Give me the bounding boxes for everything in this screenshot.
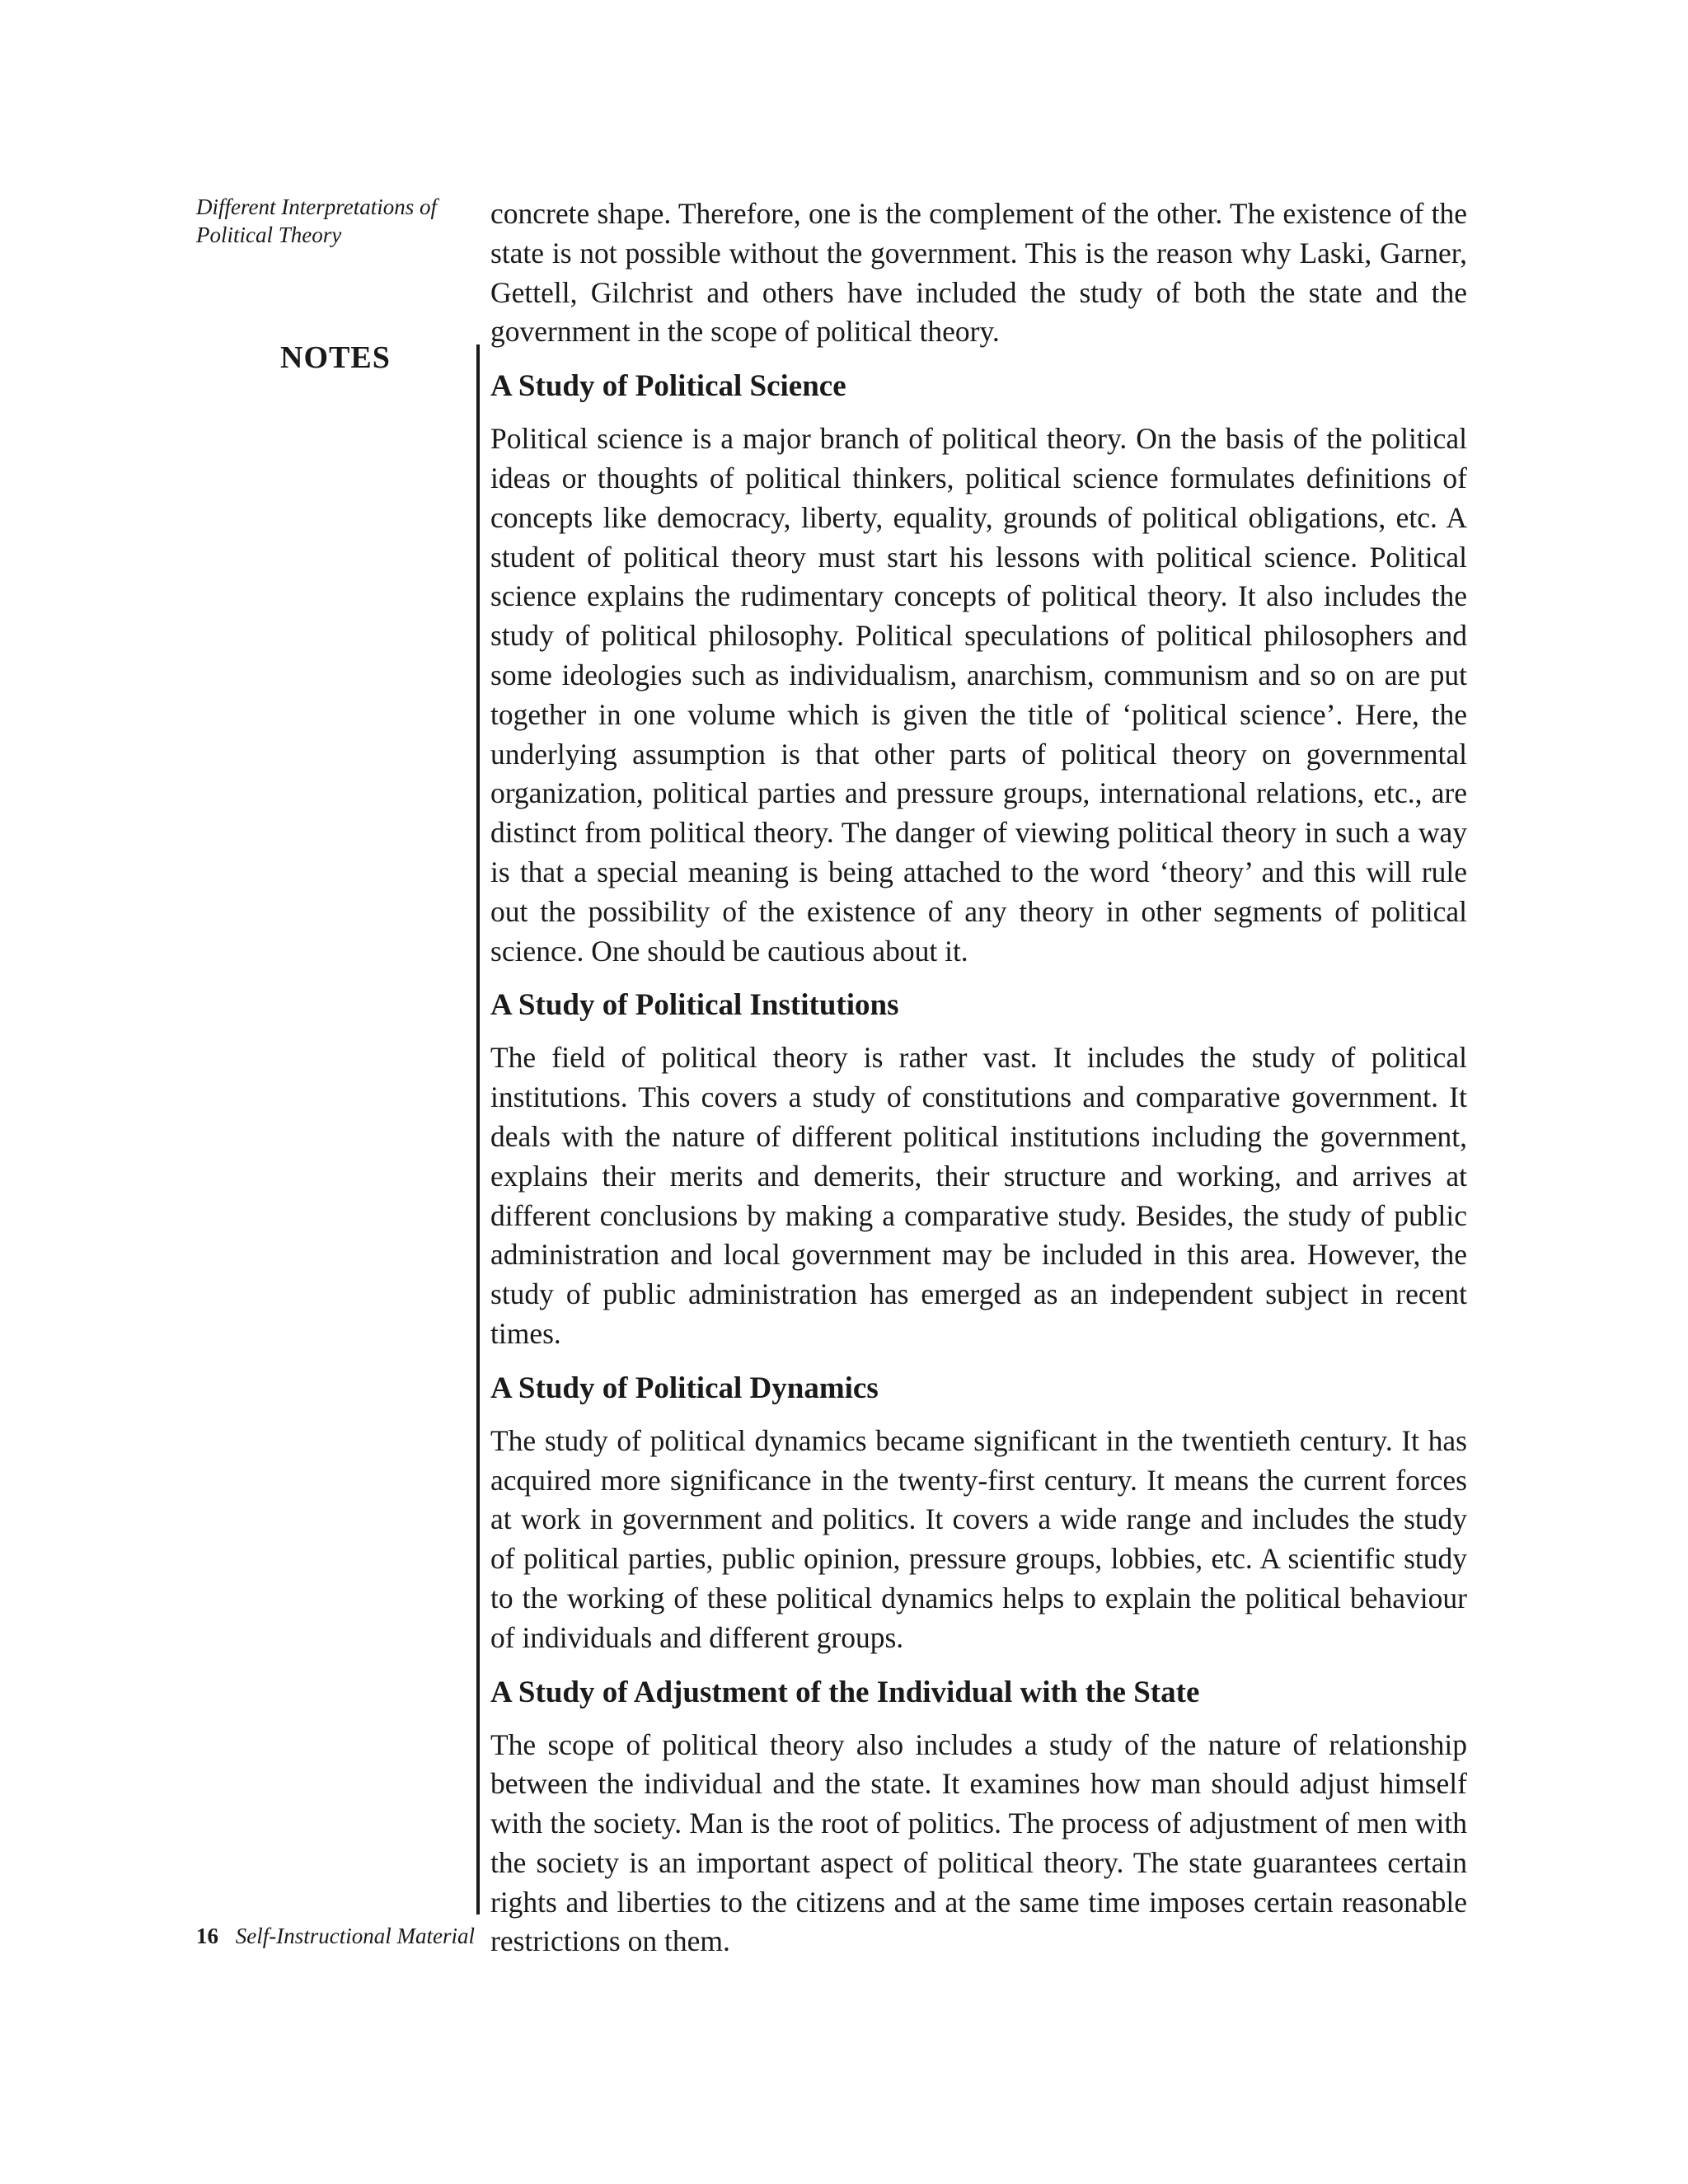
section-heading-political-science: A Study of Political Science <box>490 369 846 404</box>
section-body-political-science: Political science is a major branch of political theory. On the basis of the political ideas or thoughts of political thinkers, political science formulates definitions of concepts like democracy, liberty, equality, grounds of political obligations, etc. A student of political theory must start his lessons with political science. Political science explains the rudimentary concepts of political theory. It also includes the study of political philosophy. Political speculations of political philosophers and some ideologies such as individualism, anarchism, communism and so on are put together in one volume which is given the title of ‘political science’. Here, the underlying assumption is that other parts of political theory on governmental organization, political parties and pressure groups, international relations, etc., are distinct from political theory. The danger of viewing political theory in such a way is that a special meaning is being attached to the word ‘theory’ and this will rule out the possibility of the existence of any theory in other segments of political science. One should be cautious about it. <box>490 422 1467 968</box>
notes-label: NOTES <box>280 340 391 375</box>
page-footer <box>196 1924 475 1949</box>
section-body-adjustment-individual-state: The scope of political theory also includes a study of the nature of relationship between the individual and the state. It examines how man should adjust himself with the society. Man is the root of politics. The process of adjustment of men with the society is an important aspect of political theory. The state guarantees certain rights and liberties to the citizens and at the same time imposes certain reasonable restrictions on them. <box>490 1727 1467 1958</box>
section-heading-political-institutions: A Study of Political Institutions <box>490 988 899 1023</box>
section-body-political-dynamics: The study of political dynamics became significant in the twentieth century. It has acquired more significance in the twenty-first century. It means the current forces at work in government and politics. It covers a wide range and includes the study of political parties, public opinion, pressure groups, lobbies, etc. A scientific study to the working of these political dynamics helps to explain the political behaviour of individuals and different groups. <box>490 1423 1467 1654</box>
main-content <box>490 194 1467 1961</box>
footer-text: Self-Instructional Material <box>235 1924 475 1948</box>
section-heading-political-dynamics: A Study of Political Dynamics <box>490 1371 879 1405</box>
running-head: Different Interpretations of Political Theory <box>196 194 437 247</box>
section-heading-adjustment-individual-state: A Study of Adjustment of the Individual with the State <box>490 1675 1200 1709</box>
margin-rule <box>476 344 480 1915</box>
section-body-political-institutions: The field of political theory is rather vast. It includes the study of political institutions. This covers a study of constitutions and comparative government. It deals with the nature of different political institutions including the government, explains their merits and demerits, their structure and working, and arrives at different conclusions by making a comparative study. Besides, the study of public administration and local government may be included in this area. However, the study of public administration has emerged as an independent subject in recent times. <box>490 1041 1467 1350</box>
page-number: 16 <box>196 1924 218 1948</box>
intro-paragraph: concrete shape. Therefore, one is the complement of the other. The existence of the state is not possible without the government. This is the reason why Laski, Garner, Gettell, Gilchrist and others have included the study of both the state and the government in the scope of political theory. <box>490 197 1467 349</box>
